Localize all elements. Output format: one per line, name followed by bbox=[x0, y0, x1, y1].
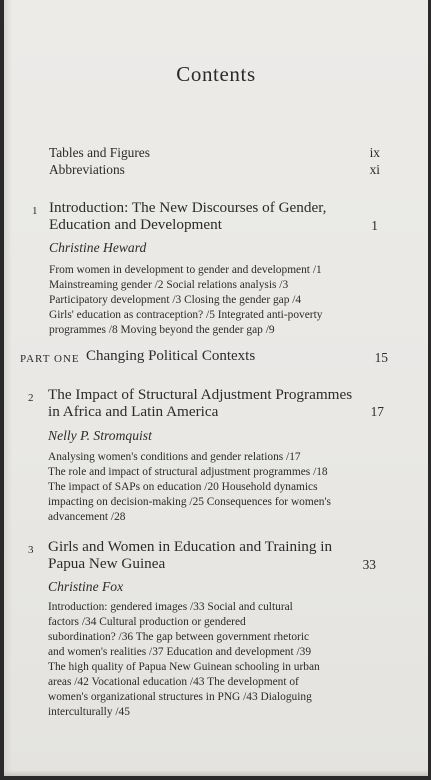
chapter-title-line: The Impact of Structural Adjustment Programmes bbox=[48, 386, 353, 403]
section-line: areas /42 Vocational education /43 The development of bbox=[48, 676, 299, 688]
section-line: From women in development to gender and development /1 bbox=[49, 264, 322, 276]
chapter-author: Christine Heward bbox=[49, 240, 147, 255]
section-line: programmes /8 Moving beyond the gender gap /9 bbox=[49, 324, 275, 336]
chapter-number: 1 bbox=[32, 205, 38, 217]
section-line: Participatory development /3 Closing the gender gap /4 bbox=[49, 294, 302, 306]
section-line: subordination? /36 The gap between government rhetoric bbox=[48, 631, 310, 643]
section-line: Analysing women's conditions and gender relations /17 bbox=[48, 451, 301, 463]
chapter-number: 2 bbox=[28, 392, 34, 404]
front-matter-label: Tables and Figures bbox=[49, 145, 150, 160]
chapter-page: 1 bbox=[371, 218, 378, 233]
section-line: advancement /28 bbox=[48, 511, 126, 523]
chapter-title-line: Education and Development bbox=[49, 216, 222, 233]
chapter-author: Christine Fox bbox=[48, 579, 124, 594]
section-line: Girls' education as contraception? /5 Integrated anti-poverty bbox=[49, 309, 323, 321]
part-label: PART ONE bbox=[20, 353, 80, 365]
chapter-title-line: in Africa and Latin America bbox=[48, 403, 219, 420]
part-title: Changing Political Contexts bbox=[86, 348, 256, 364]
section-line: Introduction: gendered images /33 Social and cultural bbox=[48, 601, 293, 613]
section-line: The role and impact of structural adjustment programmes /18 bbox=[48, 466, 328, 478]
section-line: interculturally /45 bbox=[48, 706, 130, 718]
chapter-author: Nelly P. Stromquist bbox=[48, 428, 152, 443]
section-line: The impact of SAPs on education /20 Household dynamics bbox=[48, 481, 318, 493]
chapter-number: 3 bbox=[28, 544, 34, 556]
page-spine-shadow bbox=[4, 0, 12, 776]
section-line: factors /34 Cultural production or gendered bbox=[48, 616, 246, 628]
chapter-page: 17 bbox=[370, 404, 384, 419]
section-line: Mainstreaming gender /2 Social relations analysis /3 bbox=[49, 279, 289, 291]
chapter-title-line: Girls and Women in Education and Training in bbox=[48, 538, 333, 555]
chapter-page: 33 bbox=[362, 557, 376, 572]
page-bottom-edge bbox=[4, 770, 428, 776]
chapter-title-line: Introduction: The New Discourses of Gender, bbox=[49, 199, 327, 216]
front-matter-page: xi bbox=[369, 162, 380, 177]
front-matter-page: ix bbox=[369, 145, 380, 160]
part-page: 15 bbox=[374, 350, 388, 365]
section-line: impacting on decision-making /25 Consequences for women's bbox=[48, 496, 331, 508]
page-title: Contents bbox=[176, 62, 256, 86]
book-page bbox=[4, 0, 428, 776]
section-line: The high quality of Papua New Guinean schooling in urban bbox=[48, 661, 320, 673]
front-matter-label: Abbreviations bbox=[49, 162, 125, 177]
section-line: women's organizational structures in PNG /43 Dialoguing bbox=[48, 691, 312, 703]
chapter-title-line: Papua New Guinea bbox=[48, 555, 166, 572]
section-line: and women's realities /37 Education and development /39 bbox=[48, 646, 312, 658]
